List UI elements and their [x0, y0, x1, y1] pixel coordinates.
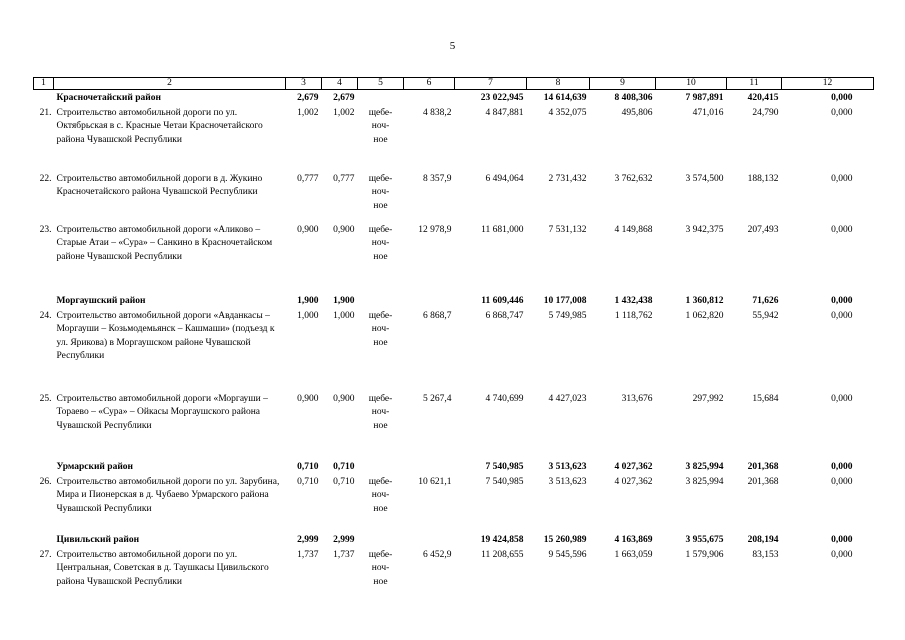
cell: 201,368 — [747, 476, 779, 487]
district-name: Урмарский район — [56, 461, 134, 472]
road-name: Строительство автомобильной дороги «Авданкасы – Моргауши – Козьмодемьянск – Кашмаши» (подъезд к ул. Ярикова) в Моргаушском районе Чувашской Республики — [56, 310, 275, 361]
cell: 1 432,438 — [614, 295, 653, 306]
cell: 3 942,375 — [685, 224, 724, 235]
cell: 1 360,812 — [685, 295, 724, 306]
cell: 3 513,623 — [548, 461, 587, 472]
cell: 1 579,906 — [685, 549, 724, 560]
col-header: 4 — [322, 78, 358, 90]
cell: 0,710 — [333, 476, 355, 487]
cell: 6 868,7 — [423, 310, 452, 321]
cell: 0,000 — [831, 173, 853, 184]
cell: 1 663,059 — [614, 549, 653, 560]
cell: 55,942 — [752, 310, 779, 321]
cell: 1 062,820 — [685, 310, 724, 321]
cell: 0,000 — [831, 461, 853, 472]
table-row — [34, 392, 874, 460]
district-row — [34, 90, 874, 106]
cell: 9 545,596 — [548, 549, 587, 560]
cell: 10 177,008 — [543, 295, 587, 306]
cell: 8 408,306 — [614, 93, 653, 103]
cell: 0,000 — [831, 224, 853, 235]
cell: 2,999 — [297, 534, 319, 545]
row-index: 22. — [39, 173, 52, 184]
col-header: 11 — [727, 78, 782, 90]
cell: 7 987,891 — [685, 93, 724, 103]
cell: 4 847,881 — [485, 107, 524, 118]
cell: 495,806 — [621, 107, 653, 118]
cell: 1 118,762 — [614, 310, 653, 321]
cell: 4 163,869 — [614, 534, 653, 545]
cell: 8 357,9 — [423, 173, 452, 184]
cell: 208,194 — [747, 534, 779, 545]
cell: 0,000 — [831, 295, 853, 306]
col-header: 1 — [34, 78, 54, 90]
cell: 7 531,132 — [548, 224, 587, 235]
cell: 3 513,623 — [548, 476, 587, 487]
cell: 6 452,9 — [423, 549, 452, 560]
header-row — [34, 78, 874, 90]
page-number: 5 — [449, 40, 456, 52]
cell: 4 352,075 — [548, 107, 587, 118]
cell: 0,900 — [333, 393, 355, 404]
table-row — [34, 172, 874, 223]
col-header: 3 — [286, 78, 322, 90]
cell: 3 762,632 — [614, 173, 653, 184]
cell: 0,710 — [297, 476, 319, 487]
road-name: Строительство автомобильной дороги по ул. Центральная, Советская в д. Таушкасы Цивильского района Чувашской Республики — [56, 549, 269, 587]
cell: 1,900 — [297, 295, 319, 306]
cell: 420,415 — [747, 93, 779, 103]
road-name: Строительство автомобильной дороги в д. Жукино Красночетайского района Чувашской Республики — [56, 173, 263, 197]
cell: 5 267,4 — [423, 393, 452, 404]
col-header: 8 — [527, 78, 590, 90]
cell — [404, 90, 455, 106]
row-index: 25. — [39, 393, 52, 404]
cell: 10 621,1 — [418, 476, 452, 487]
table-row — [34, 223, 874, 294]
cell: 4 838,2 — [423, 107, 452, 118]
cell: 4 027,362 — [614, 476, 653, 487]
cell: 207,493 — [747, 224, 779, 235]
table-row — [34, 548, 874, 595]
col-header: 2 — [54, 78, 286, 90]
cell — [404, 294, 455, 309]
cell: 0,777 — [333, 173, 355, 184]
cell: 14 614,639 — [543, 93, 587, 103]
col-header: 12 — [782, 78, 874, 90]
cell: 297,992 — [692, 393, 724, 404]
cell: 3 825,994 — [685, 461, 724, 472]
cell: 11 208,655 — [481, 549, 524, 560]
road-name: Строительство автомобильной дороги «Аликово – Старые Атаи – «Сура» – Санкино в Красночетайском районе Чувашской Республики — [56, 224, 273, 262]
cell: 2,679 — [297, 93, 319, 103]
surface-type: щебе- ноч- ное — [368, 173, 393, 211]
cell: 0,000 — [831, 476, 853, 487]
cell: 0,900 — [297, 224, 319, 235]
cell: 3 955,675 — [685, 534, 724, 545]
cell: 24,790 — [752, 107, 779, 118]
district-row — [34, 294, 874, 309]
district-row — [34, 533, 874, 548]
cell: 1,002 — [297, 107, 319, 118]
district-name: Моргаушский район — [56, 295, 146, 306]
cell: 0,710 — [333, 461, 355, 472]
table-row — [34, 475, 874, 533]
cell: 0,900 — [333, 224, 355, 235]
table-row — [34, 309, 874, 392]
row-index: 26. — [39, 476, 52, 487]
cell: 7 540,985 — [485, 476, 524, 487]
cell: 4 740,699 — [485, 393, 524, 404]
cell: 15 260,989 — [543, 534, 587, 545]
district-name: Красночетайский район — [56, 93, 161, 103]
cell: 0,000 — [831, 534, 853, 545]
cell: 1,737 — [297, 549, 319, 560]
cell: 0,000 — [831, 310, 853, 321]
col-header: 7 — [455, 78, 527, 90]
surface-type: щебе- ноч- ное — [368, 549, 393, 587]
cell — [358, 460, 404, 475]
cell: 5 749,985 — [548, 310, 587, 321]
surface-type: щебе- ноч- ное — [368, 310, 393, 348]
col-header: 5 — [358, 78, 404, 90]
row-index: 24. — [39, 310, 52, 321]
cell: 2,999 — [333, 534, 355, 545]
surface-type: щебе- ноч- ное — [368, 224, 393, 262]
col-header: 10 — [656, 78, 727, 90]
table-row — [34, 106, 874, 172]
row-index: 27. — [39, 549, 52, 560]
cell: 0,000 — [831, 393, 853, 404]
cell: 11 681,000 — [481, 224, 524, 235]
surface-type: щебе- ноч- ное — [368, 476, 393, 514]
cell: 3 825,994 — [685, 476, 724, 487]
cell: 0,000 — [831, 107, 853, 118]
cell: 0,000 — [831, 549, 853, 560]
cell: 313,676 — [621, 393, 653, 404]
cell: 3 574,500 — [685, 173, 724, 184]
road-name: Строительство автомобильной дороги «Моргауши – Тораево – «Сура» – Ойкасы Моргаушского района Чувашской Республики — [56, 393, 268, 431]
cell: 7 540,985 — [485, 461, 524, 472]
cell — [404, 460, 455, 475]
cell: 0,710 — [297, 461, 319, 472]
cell: 2 731,432 — [548, 173, 587, 184]
cell: 71,626 — [752, 295, 779, 306]
cell: 188,132 — [747, 173, 779, 184]
cell: 19 424,858 — [480, 534, 524, 545]
surface-type: щебе- ноч- ное — [368, 393, 393, 431]
surface-type: щебе- ноч- ное — [368, 107, 393, 145]
cell — [358, 294, 404, 309]
cell: 6 494,064 — [485, 173, 524, 184]
cell: 1,002 — [333, 107, 355, 118]
cell: 0,777 — [297, 173, 319, 184]
cell: 1,737 — [333, 549, 355, 560]
cell — [358, 90, 404, 106]
district-row — [34, 460, 874, 475]
cell: 83,153 — [752, 549, 779, 560]
cell: 12 978,9 — [418, 224, 452, 235]
cell: 23 022,945 — [480, 93, 524, 103]
cell: 15,684 — [752, 393, 779, 404]
cell: 2,679 — [333, 93, 355, 103]
cell — [358, 533, 404, 548]
col-header: 6 — [404, 78, 455, 90]
cell — [404, 533, 455, 548]
district-name: Цивильский район — [56, 534, 140, 545]
cell: 11 609,446 — [481, 295, 524, 306]
cell: 0,900 — [297, 393, 319, 404]
road-name: Строительство автомобильной дороги по ул. Зарубина, Мира и Пионерская в д. Чубаево Урмарского района Чувашской Республики — [56, 476, 280, 514]
cell: 4 149,868 — [614, 224, 653, 235]
cell: 1,000 — [297, 310, 319, 321]
row-index: 23. — [39, 224, 52, 235]
cell: 471,016 — [692, 107, 724, 118]
cell: 0,000 — [831, 93, 853, 103]
cell: 201,368 — [747, 461, 779, 472]
cell: 4 427,023 — [548, 393, 587, 404]
cell: 4 027,362 — [614, 461, 653, 472]
roads-table — [33, 77, 874, 595]
col-header: 9 — [590, 78, 656, 90]
cell: 1,900 — [333, 295, 355, 306]
road-name: Строительство автомобильной дороги по ул. Октябрьская в с. Красные Четаи Красночетайского района Чувашской Республики — [56, 107, 263, 145]
row-index: 21. — [39, 107, 52, 118]
cell: 1,000 — [333, 310, 355, 321]
cell: 6 868,747 — [485, 310, 524, 321]
